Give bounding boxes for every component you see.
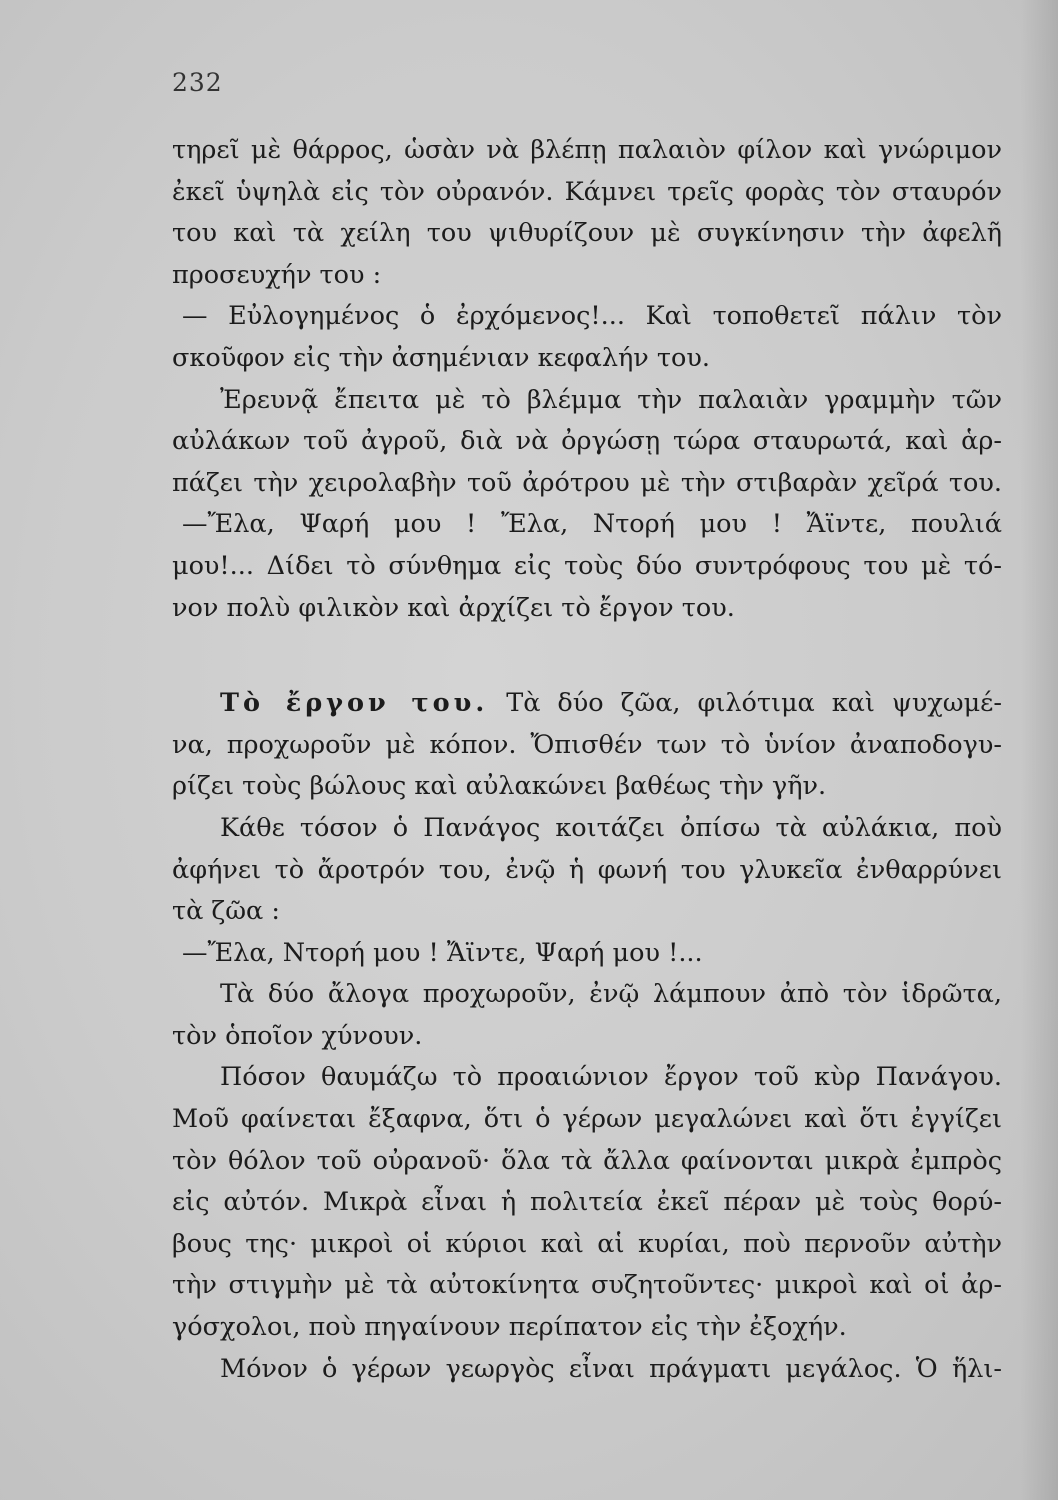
text-line: Μόνον ὁ γέρων γεωργὸς εἶναι πράγματι μεγάλος. Ὁ ἥλι- bbox=[220, 1353, 1002, 1384]
text-line: τὴν στιγμὴν μὲ τὰ αὐτοκίνητα συζητοῦντες· μικροὶ καὶ οἱ ἀρ- bbox=[172, 1270, 1002, 1301]
text-line: ἀφήνει τὸ ἄροτρόν του, ἐνῷ ἡ φωνή του γλυκεῖα ἐνθαρρύνει bbox=[172, 854, 1002, 885]
paragraph bbox=[172, 130, 1002, 296]
text-line: Ἐρευνᾷ ἔπειτα μὲ τὸ βλέμμα τὴν παλαιὰν γραμμὴν τῶν bbox=[220, 384, 1002, 415]
text-line: σκοῦφον εἰς τὴν ἀσημένιαν κεφαλήν του. bbox=[172, 342, 710, 373]
text-line: του καὶ τὰ χείλη του ψιθυρίζουν μὲ συγκίνησιν τὴν ἀφελῆ bbox=[172, 218, 1002, 249]
text-line: Τὰ δύο ἄλογα προχωροῦν, ἐνῷ λάμπουν ἀπὸ τὸν ἱδρῶτα, bbox=[220, 979, 1002, 1010]
text-line: εἰς αὐτόν. Μικρὰ εἶναι ἡ πολιτεία ἐκεῖ πέραν μὲ τοὺς θορύ- bbox=[172, 1187, 1002, 1218]
text-line: τηρεῖ μὲ θάρρος, ὡσὰν νὰ βλέπῃ παλαιὸν φίλον καὶ γνώριμον bbox=[172, 135, 1002, 165]
text-line: Κάθε τόσον ὁ Πανάγος κοιτάζει ὀπίσω τὰ αὐλάκια, ποὺ bbox=[220, 812, 1002, 843]
text-line: Πόσον θαυμάζω τὸ προαιώνιον ἔργον τοῦ κὺρ Πανάγου. bbox=[220, 1062, 1002, 1093]
paragraph bbox=[172, 296, 1002, 379]
paragraph bbox=[172, 974, 1002, 1057]
section-gap bbox=[172, 629, 1002, 683]
text-line: Μοῦ φαίνεται ἔξαφνα, ὅτι ὁ γέρων μεγαλώνει καὶ ὅτι ἐγγίζει bbox=[172, 1104, 1002, 1135]
text-line: τὰ ζῶα : bbox=[172, 896, 280, 927]
body-text bbox=[172, 130, 1002, 1390]
section-heading: Τὸ ἔργον του. bbox=[220, 688, 489, 719]
text-line: αὐλάκων τοῦ ἀγροῦ, διὰ νὰ ὀργώσῃ τώρα σταυρωτά, καὶ ἁρ- bbox=[172, 426, 1002, 457]
paragraph bbox=[172, 504, 1002, 629]
text-line: —Ἔλα, Ψαρή μου ! Ἔλα, Ντορή μου ! Ἄϊντε, πουλιά bbox=[182, 509, 1002, 540]
text-line: βους της· μικροὶ οἱ κύριοι καὶ αἱ κυρίαι, ποὺ περνοῦν αὐτὴν bbox=[172, 1228, 1002, 1259]
text-line: να, προχωροῦν μὲ κόπον. Ὄπισθέν των τὸ ὑνίον ἀναποδογυ- bbox=[172, 729, 1002, 760]
text-line: τὸν θόλον τοῦ οὐρανοῦ· ὅλα τὰ ἄλλα φαίνονται μικρὰ ἐμπρὸς bbox=[172, 1145, 1002, 1176]
paragraph bbox=[172, 933, 1002, 975]
paragraph bbox=[172, 1349, 1002, 1391]
text-line: —Ἔλα, Ντορή μου ! Ἄϊντε, Ψαρή μου !... bbox=[182, 937, 703, 968]
text-line: προσευχήν του : bbox=[172, 259, 382, 290]
text-line: γόσχολοι, ποὺ πηγαίνουν περίπατον εἰς τὴν ἐξοχήν. bbox=[172, 1312, 847, 1343]
paragraph bbox=[172, 808, 1002, 933]
paragraph bbox=[172, 1057, 1002, 1348]
paragraph bbox=[172, 683, 1002, 808]
text-line: — Εὐλογημένος ὁ ἐρχόμενος!... Καὶ τοποθετεῖ πάλιν τὸν bbox=[182, 301, 1002, 332]
text-line: μου!... Δίδει τὸ σύνθημα εἰς τοὺς δύο συντρόφους του μὲ τό- bbox=[172, 550, 1002, 581]
text-line: νον πολὺ φιλικὸν καὶ ἀρχίζει τὸ ἔργον του. bbox=[172, 592, 735, 623]
page-number: 232 bbox=[172, 68, 223, 97]
text-span: Τὰ δύο ζῶα, φιλότιμα καὶ ψυχωμέ- bbox=[506, 688, 1002, 719]
text-line: πάζει τὴν χειρολαβὴν τοῦ ἀρότρου μὲ τὴν στιβαρὰν χεῖρά του. bbox=[172, 467, 1002, 498]
text-line bbox=[172, 683, 1002, 725]
text-line: ἐκεῖ ὑψηλὰ εἰς τὸν οὐρανόν. Κάμνει τρεῖς φορὰς τὸν σταυρόν bbox=[172, 176, 1002, 207]
paragraph bbox=[172, 380, 1002, 505]
text-line: τὸν ὁποῖον χύνουν. bbox=[172, 1020, 423, 1051]
text-line: ρίζει τοὺς βώλους καὶ αὐλακώνει βαθέως τὴν γῆν. bbox=[172, 771, 827, 802]
